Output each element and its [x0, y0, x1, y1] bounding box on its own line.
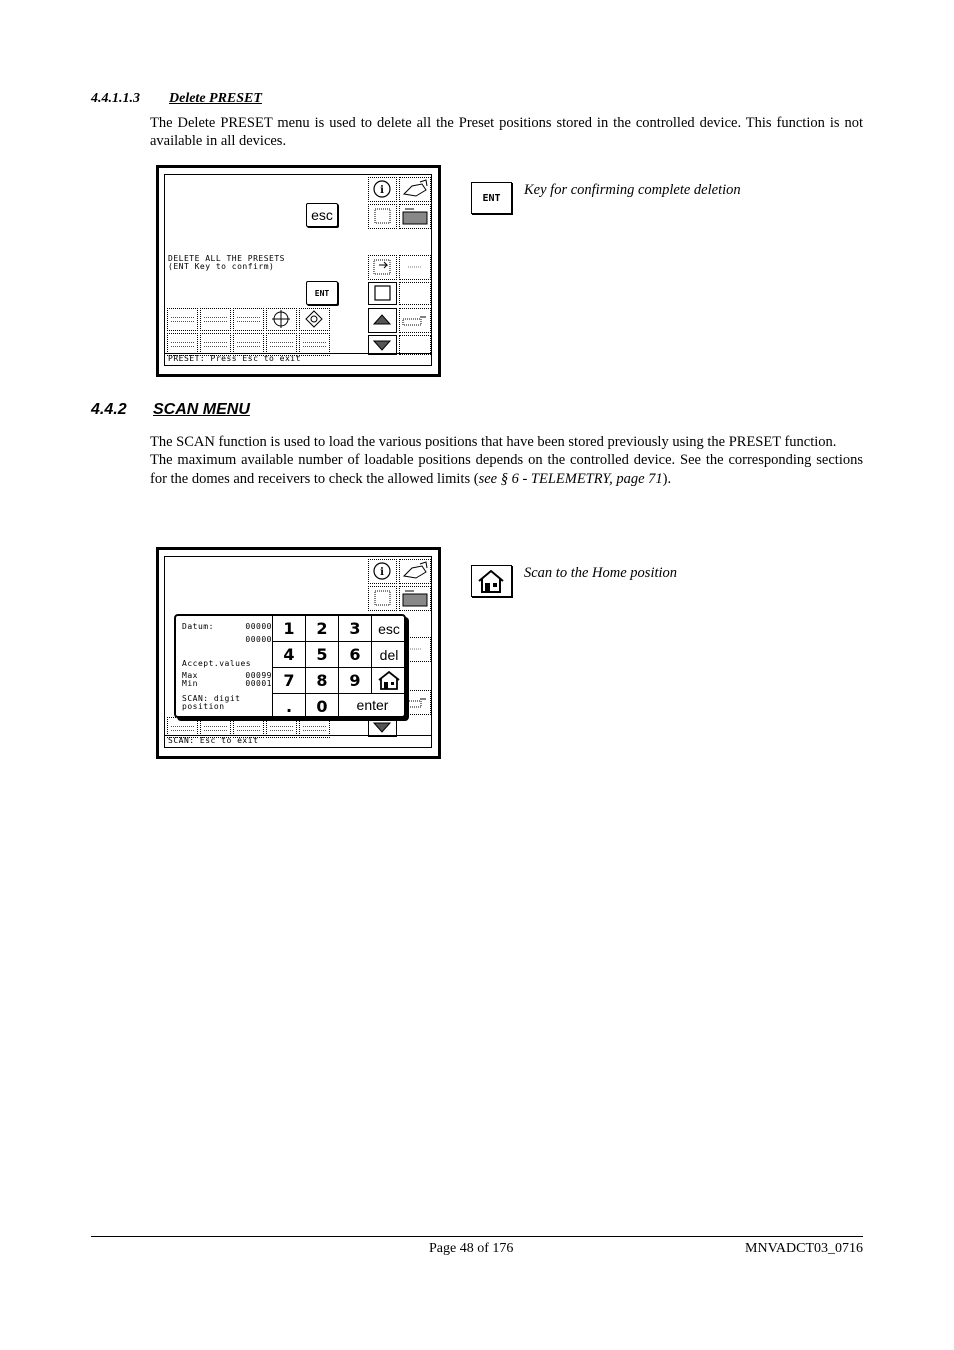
subsection-heading: [91, 91, 262, 107]
monitor-icon: [369, 205, 396, 228]
scan-prompt: [182, 695, 240, 711]
grid-key[interactable]: [399, 204, 431, 229]
target-key[interactable]: [266, 308, 297, 331]
down-arrow-key[interactable]: [368, 335, 397, 355]
info-key[interactable]: [368, 177, 397, 202]
section-title: SCAN MENU: [153, 401, 250, 418]
scan-text-1: The SCAN function is used to load the various positions that have been stored previously using the PRESET function.: [150, 434, 837, 450]
function-key-2[interactable]: [200, 308, 231, 331]
datum-value-2: 00000: [245, 635, 272, 644]
up-arrow-key[interactable]: [368, 308, 397, 333]
delete-message-line2: (ENT Key to confirm): [168, 262, 275, 271]
legend-ent-label: ENT: [482, 193, 501, 204]
ent-button[interactable]: ENT: [306, 281, 338, 305]
svg-text:i: i: [380, 567, 384, 578]
esc-button[interactable]: esc: [306, 203, 338, 227]
camera-icon: [400, 178, 430, 201]
scan-reference: see § 6 - TELEMETRY, page 71: [478, 470, 663, 487]
key-4[interactable]: 4: [273, 642, 306, 668]
function-key-3[interactable]: [233, 308, 264, 331]
blank-key-a[interactable]: [399, 282, 431, 305]
scan-status-bar: SCAN: Esc to exit: [165, 735, 431, 747]
key-9[interactable]: 9: [339, 668, 372, 694]
screen-display: [164, 174, 432, 366]
key-8[interactable]: 8: [306, 668, 339, 694]
subsection-number: 4.4.1.1.3: [91, 91, 140, 106]
delete-message: [168, 255, 285, 271]
scan-paragraph: [150, 433, 863, 488]
scan-text-2: The maximum available number of loadable positions depends on the controlled device. See the corresponding sections for the domes and receivers to check the allowed limits (see § 6 - TELEMETRY, page 71).: [150, 452, 863, 487]
info-icon: [369, 560, 396, 583]
pan-key[interactable]: [368, 255, 397, 280]
info-icon: [369, 178, 396, 201]
home-icon: [373, 668, 405, 692]
grid-icon: [400, 587, 430, 610]
section-number: 4.4.2: [91, 401, 127, 418]
output-key[interactable]: [399, 308, 431, 333]
keypad-popup: [174, 614, 406, 718]
legend-home-text: Scan to the Home position: [524, 565, 678, 581]
legend-ent-text: Key for confirming complete deletion: [524, 182, 741, 198]
dimmed-key[interactable]: [399, 255, 431, 280]
section-heading: [91, 401, 250, 419]
key-esc[interactable]: esc: [372, 616, 406, 642]
page-number: Page 48 of 176: [429, 1241, 514, 1256]
key-7[interactable]: 7: [273, 668, 306, 694]
accept-label: Accept.values: [182, 659, 252, 668]
accepted-values: [182, 660, 272, 688]
blank-key-b[interactable]: [399, 335, 431, 355]
key-enter[interactable]: enter: [356, 697, 389, 713]
grid-icon: [400, 205, 430, 228]
status-bar: PRESET: Press Esc to exit: [165, 353, 431, 365]
square-key[interactable]: [368, 282, 397, 305]
subsection-title: Delete PRESET: [169, 91, 262, 106]
dimmed-icon: [400, 256, 430, 279]
min-label: Min: [182, 679, 198, 688]
delete-preset-text: The Delete PRESET menu is used to delete all the Preset positions stored in the controlled device. This function is not available in all devices.: [150, 115, 863, 150]
scan-prompt-line1: SCAN: digit: [182, 694, 241, 703]
square-icon: [369, 283, 396, 304]
key-1[interactable]: 1: [273, 616, 306, 642]
scan-screen: [156, 547, 441, 759]
delete-preset-paragraph: [150, 114, 863, 151]
scan-display: [164, 556, 432, 748]
up-arrow-icon: [369, 309, 396, 332]
key-5[interactable]: 5: [306, 642, 339, 668]
scan-grid-key[interactable]: [399, 586, 431, 611]
key-3[interactable]: 3: [339, 616, 372, 642]
down-arrow-icon: [369, 718, 396, 736]
delete-message-line1: DELETE ALL THE PRESETS: [168, 254, 285, 263]
key-6[interactable]: 6: [339, 642, 372, 668]
badge-icon: [300, 309, 329, 330]
scan-prompt-line2: position: [182, 702, 225, 711]
key-del[interactable]: del: [372, 642, 406, 668]
target-icon: [267, 309, 296, 330]
monitor-icon: [369, 587, 396, 610]
footer-divider: [91, 1236, 863, 1237]
max-value: 00099: [245, 671, 272, 680]
down-arrow-icon: [369, 336, 396, 354]
badge-key[interactable]: [299, 308, 330, 331]
monitor-key[interactable]: [368, 204, 397, 229]
output-icon: [400, 309, 430, 332]
document-code: MNVADCT03_0716: [745, 1241, 863, 1256]
key-home[interactable]: [372, 668, 406, 694]
pan-icon: [369, 256, 396, 279]
datum-block: [182, 623, 272, 644]
key-0[interactable]: 0: [306, 694, 339, 718]
scan-monitor-key[interactable]: [368, 586, 397, 611]
function-key-1[interactable]: [167, 308, 198, 331]
legend-home-key: [471, 565, 512, 597]
min-value: 00001: [245, 679, 272, 688]
max-label: Max: [182, 671, 198, 680]
legend-ent-key: [471, 182, 512, 214]
datum-label: Datum:: [182, 622, 214, 631]
key-2[interactable]: 2: [306, 616, 339, 642]
scan-info-key[interactable]: [368, 559, 397, 584]
datum-value: 00000: [245, 622, 272, 631]
camera-icon: [400, 560, 430, 583]
scan-down-arrow-key[interactable]: [368, 717, 397, 737]
camera-key[interactable]: [399, 177, 431, 202]
svg-text:i: i: [380, 185, 384, 196]
delete-preset-screen: [156, 165, 441, 377]
key-dot[interactable]: .: [273, 694, 306, 718]
scan-camera-key[interactable]: [399, 559, 431, 584]
home-icon: [472, 566, 511, 596]
